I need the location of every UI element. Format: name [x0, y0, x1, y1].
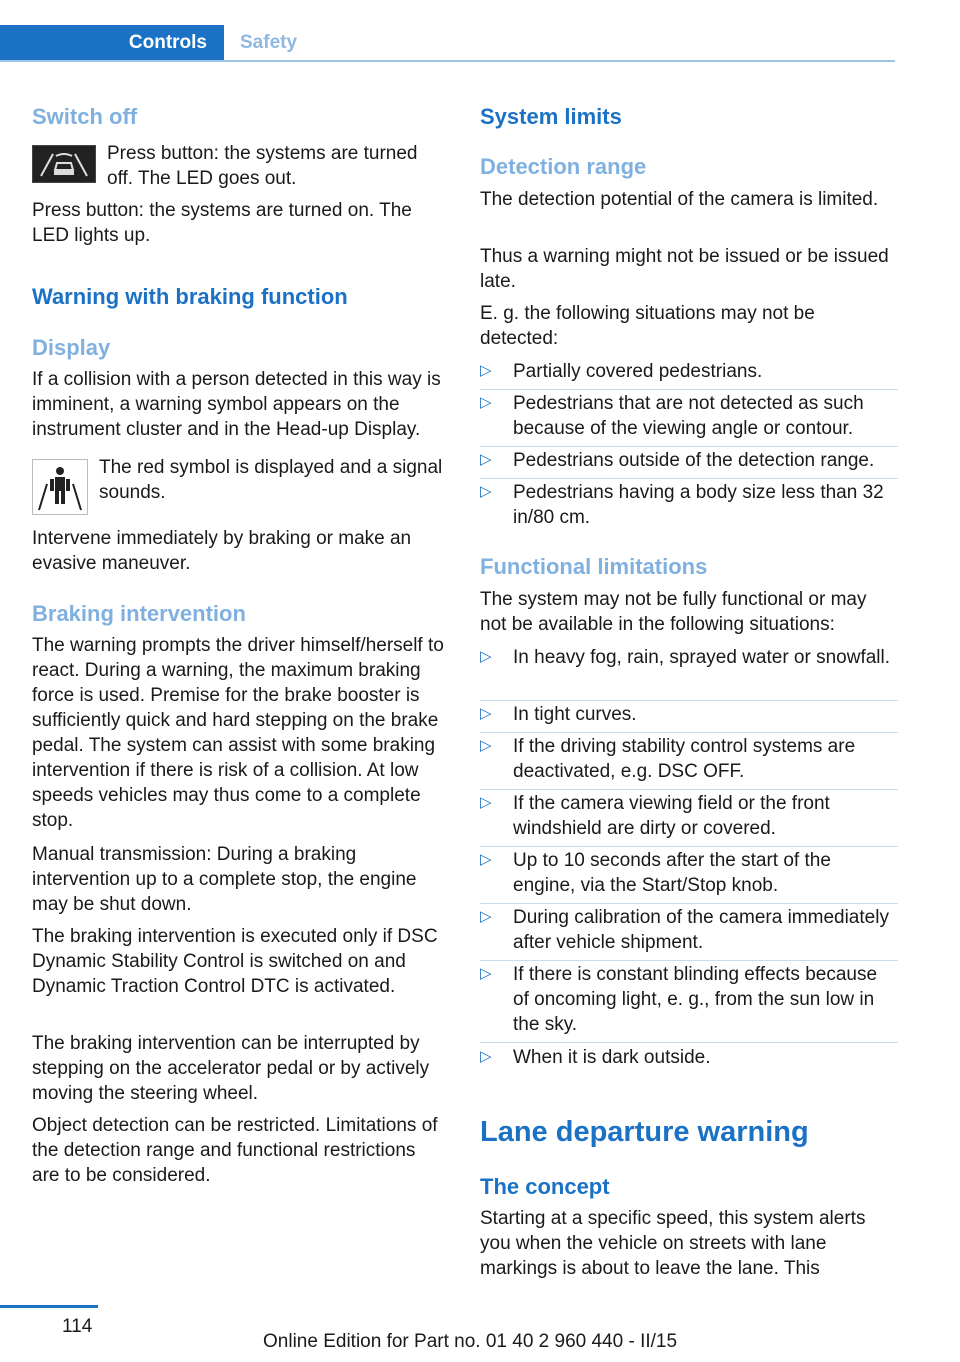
braking-paragraph-4: The braking intervention can be interrupted by stepping on the accelerator pedal or by actively moving the steering wheel.: [32, 1033, 430, 1104]
footer-rule: [0, 1305, 98, 1308]
triangle-bullet-icon: ▷: [480, 737, 492, 754]
functional-limitations-heading: Functional limitations: [480, 554, 708, 579]
display-heading: Display: [32, 335, 111, 360]
list-item-text: Up to 10 seconds after the start of the engine, via the Start/Stop knob.: [513, 850, 831, 896]
triangle-bullet-icon: ▷: [480, 451, 492, 468]
pedestrian-warning-icon: [32, 459, 88, 515]
lane-departure-heading: Lane departure warning: [480, 1116, 809, 1148]
list-divider: [480, 1042, 898, 1043]
concept-heading: The concept: [480, 1174, 610, 1199]
braking-paragraph-2: Manual transmission: During a braking intervention up to a complete stop, the engine may be shut down.: [32, 844, 417, 915]
list-divider: [480, 732, 898, 733]
switch-off-text: Press button: the systems are turned off. The LED goes out.: [107, 143, 418, 189]
intervene-text: Intervene immediately by braking or make an evasive maneuver.: [32, 528, 412, 574]
switch-on-text: Press button: the systems are turned on. The LED lights up.: [32, 200, 412, 246]
list-item-text: Pedestrians having a body size less than 32 in/80 cm.: [513, 482, 884, 528]
edition-text: Online Edition for Part no. 01 40 2 960 440 - II/15: [263, 1331, 678, 1352]
triangle-bullet-icon: ▷: [480, 908, 492, 925]
list-item-text: In tight curves.: [513, 704, 637, 725]
braking-paragraph-5: Object detection can be restricted. Limitations of the detection range and functional restrictions are to be considered.: [32, 1115, 438, 1186]
list-item-text: In heavy fog, rain, sprayed water or snowfall.: [513, 647, 891, 668]
braking-paragraph-3: The braking intervention is executed only if DSC Dynamic Stability Control is switched on and Dynamic Traction Control DTC is activated.: [32, 926, 438, 997]
page-number: 114: [62, 1316, 93, 1337]
list-item-text: Pedestrians outside of the detection range.: [513, 450, 875, 471]
list-divider: [480, 846, 898, 847]
switch-off-heading: Switch off: [32, 104, 138, 129]
list-item-text: Pedestrians that are not detected as such because of the viewing angle or contour.: [513, 393, 864, 439]
list-item-text: If the driving stability control systems are deactivated, e.g. DSC OFF.: [513, 736, 856, 782]
list-item-text: When it is dark outside.: [513, 1047, 711, 1068]
detection-paragraph-2: Thus a warning might not be issued or be issued late.: [480, 246, 889, 292]
list-divider: [480, 789, 898, 790]
list-divider: [480, 903, 898, 904]
tab-underline: [0, 60, 895, 62]
triangle-bullet-icon: ▷: [480, 851, 492, 868]
braking-paragraph-1: The warning prompts the driver himself/herself to react. During a warning, the maximum braking force is used. Premise for the brake booster is sufficiently quick and hard stepping on the brake pedal. The system can assist with some braking intervention if there is risk of a collision. At low speeds vehicles may thus come to a complete stop.: [32, 635, 444, 831]
triangle-bullet-icon: ▷: [480, 483, 492, 500]
triangle-bullet-icon: ▷: [480, 965, 492, 982]
triangle-bullet-icon: ▷: [480, 794, 492, 811]
detection-paragraph-3: E. g. the following situations may not be detected:: [480, 303, 815, 349]
list-item-text: If the camera viewing field or the front windshield are dirty or covered.: [513, 793, 830, 839]
list-item-text: If there is constant blinding effects because of oncoming light, e. g., from the sun low in the sky.: [513, 964, 878, 1035]
triangle-bullet-icon: ▷: [480, 1048, 492, 1065]
red-symbol-text: The red symbol is displayed and a signal sounds.: [99, 457, 443, 503]
assist-button-icon: [32, 145, 96, 183]
list-item-text: Partially covered pedestrians.: [513, 361, 763, 382]
list-divider: [480, 389, 898, 390]
warning-braking-heading: Warning with braking function: [32, 284, 348, 309]
detection-range-heading: Detection range: [480, 154, 647, 179]
triangle-bullet-icon: ▷: [480, 705, 492, 722]
tab-controls[interactable]: Controls: [0, 25, 224, 60]
list-item-text: During calibration of the camera immediately after vehicle shipment.: [513, 907, 889, 953]
functional-paragraph: The system may not be fully functional or may not be available in the following situations:: [480, 589, 867, 635]
braking-intervention-heading: Braking intervention: [32, 601, 246, 626]
detection-paragraph-1: The detection potential of the camera is limited.: [480, 189, 879, 210]
list-divider: [480, 700, 898, 701]
concept-text: Starting at a specific speed, this system alerts you when the vehicle on streets with lane markings is about to leave the lane. This: [480, 1208, 866, 1279]
list-divider: [480, 446, 898, 447]
system-limits-heading: System limits: [480, 104, 622, 129]
list-divider: [480, 478, 898, 479]
triangle-bullet-icon: ▷: [480, 394, 492, 411]
triangle-bullet-icon: ▷: [480, 362, 492, 379]
chapter-tabs: [0, 25, 895, 62]
triangle-bullet-icon: ▷: [480, 648, 492, 665]
display-text: If a collision with a person detected in this way is imminent, a warning symbol appears on the instrument cluster and in the Head-up Display.: [32, 369, 441, 440]
tab-safety[interactable]: Safety: [240, 31, 298, 53]
list-divider: [480, 960, 898, 961]
